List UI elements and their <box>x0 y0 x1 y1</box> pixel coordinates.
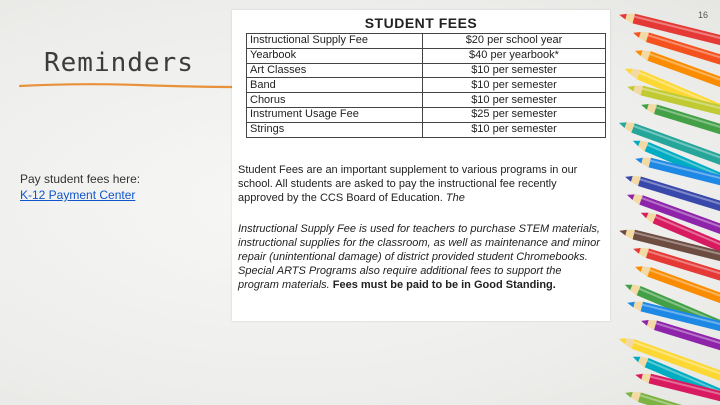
fee-row <box>247 48 606 63</box>
fee-row <box>247 122 606 137</box>
student-fees-document <box>232 10 610 321</box>
body-line: Pay student fees here: <box>20 172 141 186</box>
fee-amount: $10 per semester <box>423 63 606 78</box>
fees-paragraph-tail: The <box>445 192 465 204</box>
fee-row <box>247 107 606 122</box>
fee-amount: $10 per semester <box>423 78 606 93</box>
body-text <box>20 171 140 203</box>
fee-row <box>247 93 606 108</box>
fees-paragraph-text: Student Fees are an important supplement to various programs in our school. All students are asked to pay the instructional fee recently approved by the CCS Board of Education. <box>238 164 578 204</box>
good-standing-note: Fees must be paid to be in Good Standing. <box>332 279 556 291</box>
fees-paragraph <box>238 163 604 205</box>
fee-amount: $25 per semester <box>423 107 606 122</box>
fee-row <box>247 78 606 93</box>
fee-amount: $20 per school year <box>423 34 606 49</box>
fee-item: Instrument Usage Fee <box>247 107 423 122</box>
document-title: STUDENT FEES <box>364 15 478 31</box>
fee-item: Band <box>247 78 423 93</box>
fees-table <box>246 33 606 138</box>
fee-row <box>247 63 606 78</box>
fee-amount: $10 per semester <box>423 122 606 137</box>
supply-fee-paragraph <box>238 222 604 292</box>
slide-number: 16 <box>697 10 708 20</box>
fee-row <box>247 34 606 49</box>
page-title: Reminders <box>44 48 194 78</box>
fee-amount: $10 per semester <box>423 93 606 108</box>
colored-pencils-decoration <box>610 0 720 405</box>
fee-item: Strings <box>247 122 423 137</box>
fee-item: Chorus <box>247 93 423 108</box>
fee-item: Art Classes <box>247 63 423 78</box>
fee-amount: $40 per yearbook* <box>423 48 606 63</box>
title-underline <box>18 80 238 92</box>
payment-center-link[interactable]: K-12 Payment Center <box>20 188 136 202</box>
fee-item: Instructional Supply Fee <box>247 34 423 49</box>
supply-fee-text: Instructional Supply Fee is used for teachers to purchase STEM materials, instructional supplies for the classroom, as well as maintenance and minor repair (unintentional damage) of district provided student Chromebooks. Special ARTS Programs also require additional fees to support the program materials. <box>238 223 600 291</box>
fee-item: Yearbook <box>247 48 423 63</box>
